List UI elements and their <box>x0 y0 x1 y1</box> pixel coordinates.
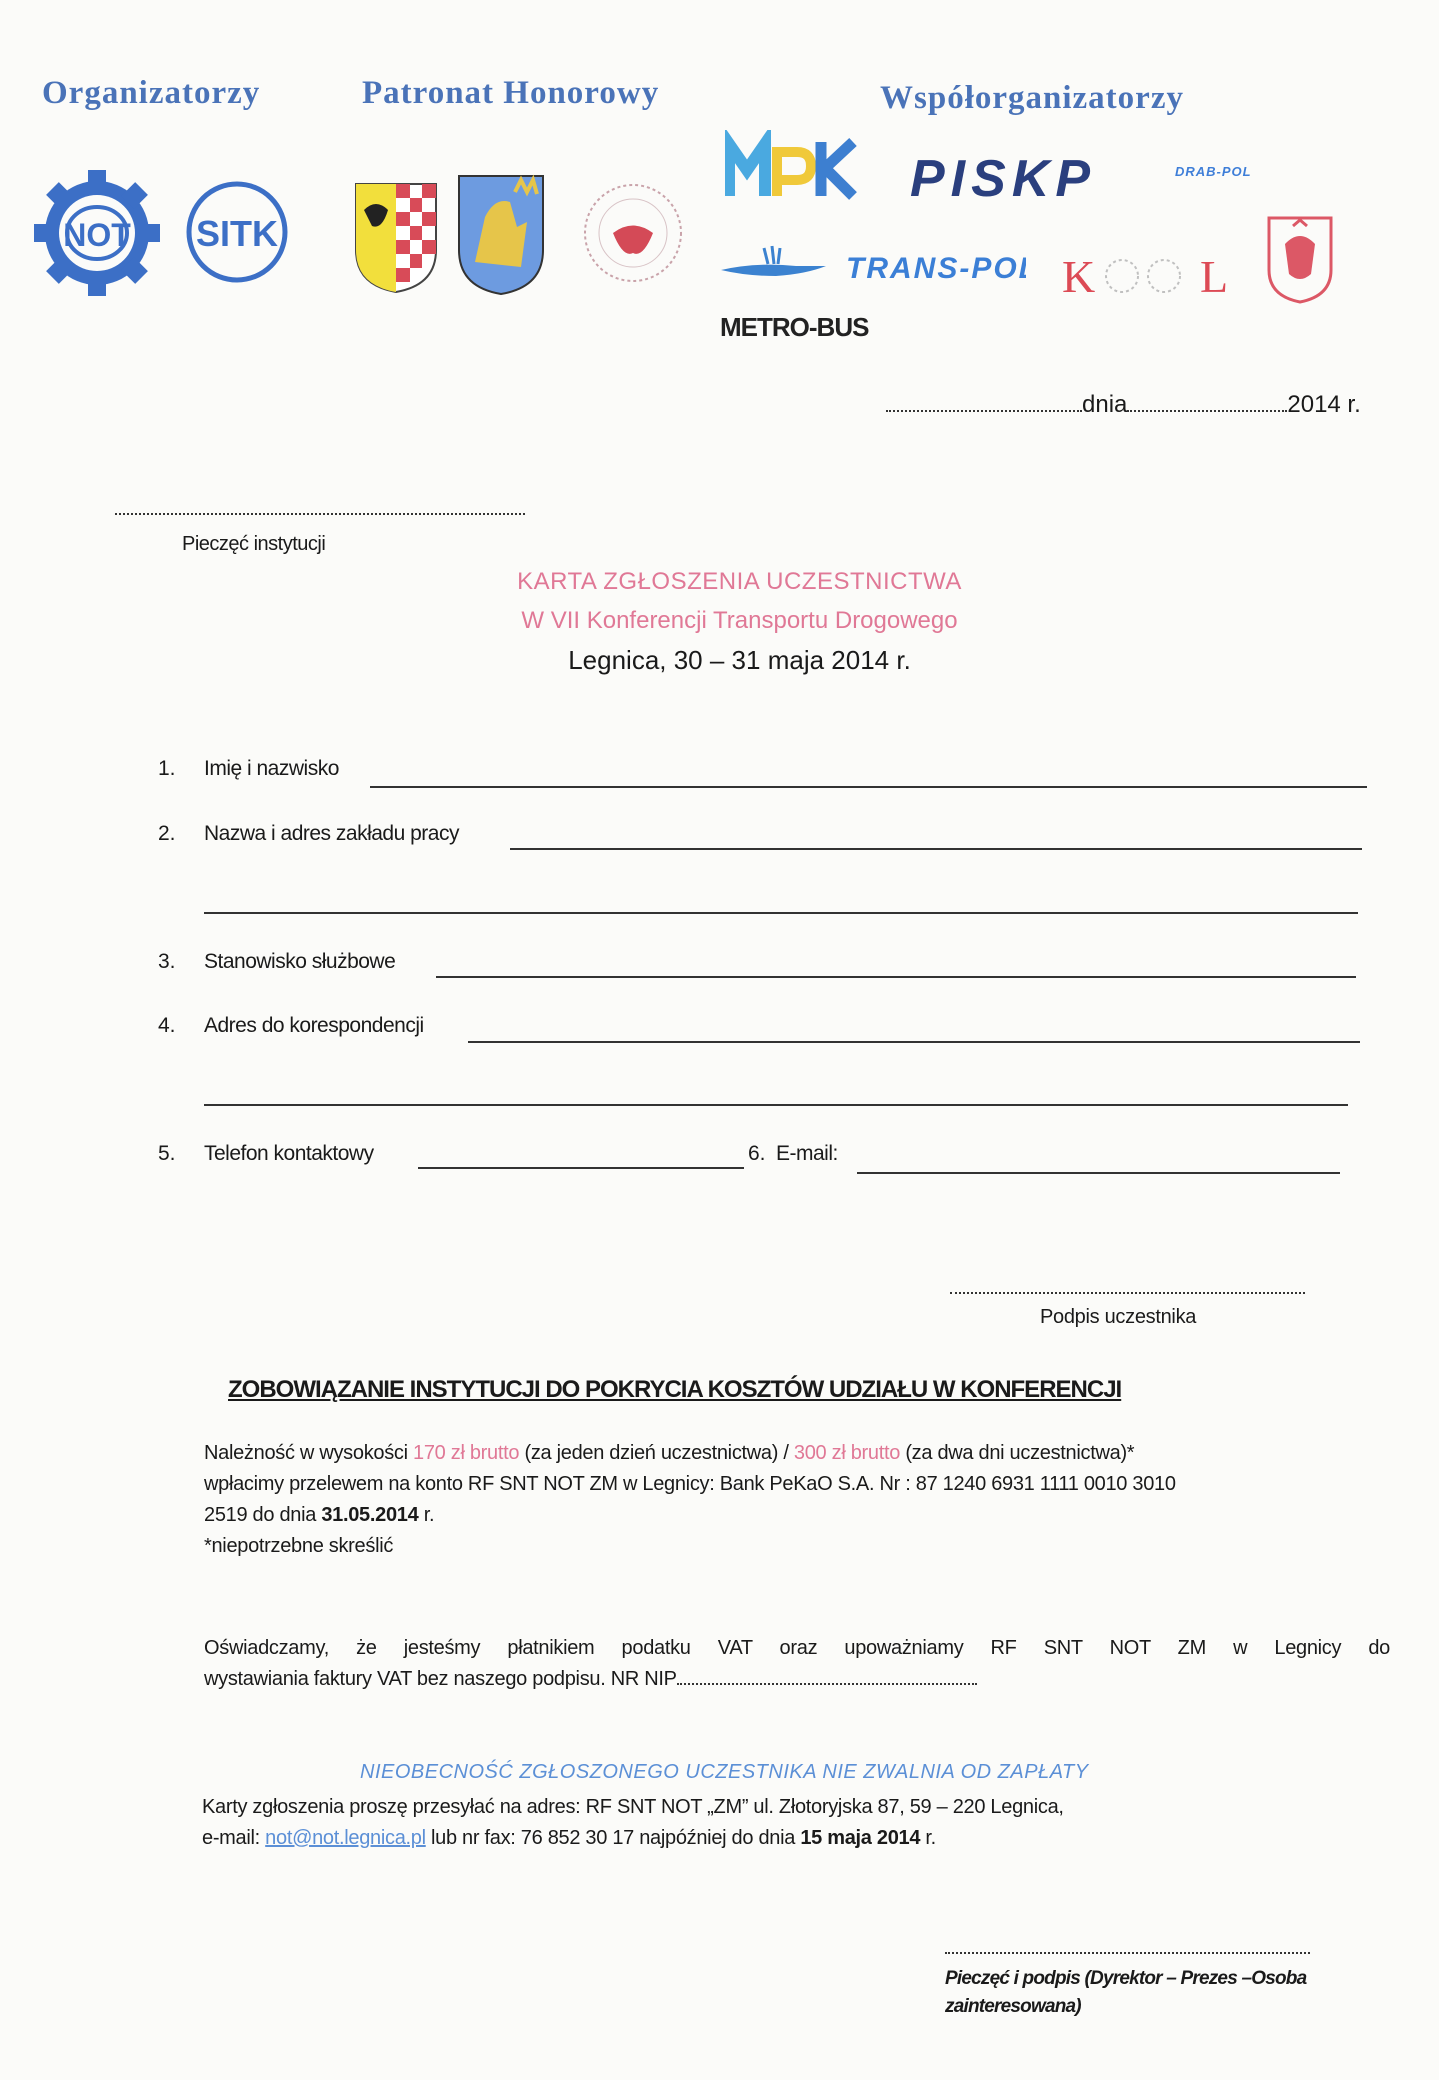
payment-text: (za jeden dzień uczestnictwa) / <box>519 1442 794 1464</box>
field-number: 4. <box>158 1014 176 1037</box>
svg-text:SITK: SITK <box>195 213 279 254</box>
price-one-day: 170 zł brutto <box>413 1442 520 1464</box>
lower-silesia-coat-of-arms-icon <box>352 180 440 295</box>
svg-text:L: L <box>1200 251 1229 300</box>
date-dnia-label: dnia <box>1082 391 1128 418</box>
name-label: Imię i nazwisko <box>204 757 339 780</box>
contact-email-link[interactable]: not@not.legnica.pl <box>265 1827 426 1849</box>
nip-field[interactable] <box>677 1683 977 1685</box>
payment-paragraph <box>204 1438 1404 1562</box>
form-title: KARTA ZGŁOSZENIA UCZESTNICTWA <box>517 568 962 595</box>
svg-text:TRANS-POL: TRANS-POL <box>846 252 1026 285</box>
workplace-field-line2[interactable] <box>204 912 1358 914</box>
svg-text:NOT: NOT <box>63 217 131 253</box>
phone-label: Telefon kontaktowy <box>204 1142 374 1165</box>
coorganizers-heading: Współorganizatorzy <box>880 80 1184 116</box>
email-label: E-mail: <box>776 1142 838 1165</box>
field-number: 3. <box>158 950 176 973</box>
field-number: 6. <box>748 1142 766 1165</box>
bank-account-text: wpłacimy przelewem na konto RF SNT NOT ZM w Legnicy: Bank PeKaO S.A. Nr : 87 1240 6931 1111 0010 3010 <box>204 1473 1176 1495</box>
patronage-heading: Patronat Honorowy <box>362 75 660 111</box>
pkp-logo <box>905 152 1125 204</box>
send-instructions <box>202 1792 1402 1854</box>
field-number: 5. <box>158 1142 176 1165</box>
legnica-coat-of-arms-icon <box>455 172 547 297</box>
not-logo <box>32 168 162 298</box>
stamp-dotted-line <box>115 513 525 515</box>
commitment-heading: ZOBOWIĄZANIE INSTYTUCJI DO POKRYCIA KOSZTÓW UDZIAŁU W KONFERENCJI <box>228 1376 1122 1403</box>
absence-notice: NIEOBECNOŚĆ ZGŁOSZONEGO UCZESTNIKA NIE ZWALNIA OD ZAPŁATY <box>360 1761 1089 1783</box>
payment-text: r. <box>418 1504 435 1526</box>
eagle-crest-icon <box>1265 214 1335 306</box>
field-number: 1. <box>158 757 176 780</box>
svg-text:K: K <box>1062 251 1096 300</box>
svg-text:PISKP: PISKP <box>910 152 1097 204</box>
address-field[interactable] <box>468 1041 1360 1043</box>
kool-logo <box>1060 250 1240 300</box>
address-field-line2[interactable] <box>204 1104 1348 1106</box>
send-deadline: 15 maja 2014 <box>800 1827 921 1849</box>
payment-text: (za dwa dni uczestnictwa)* <box>900 1442 1135 1464</box>
participant-signature-label: Podpis uczestnika <box>1040 1306 1197 1328</box>
metro-bus-logo: METRO-BUS <box>720 312 869 342</box>
payment-text: 2519 do dnia <box>204 1504 322 1526</box>
position-label: Stanowisko służbowe <box>204 950 396 973</box>
workplace-label: Nazwa i adres zakładu pracy <box>204 822 459 845</box>
institution-signature-line <box>945 1952 1310 1954</box>
institution-signature-label <box>945 1965 1306 2021</box>
phone-field[interactable] <box>418 1167 744 1169</box>
vat-text: Oświadczamy, że jesteśmy płatnikiem podatku VAT oraz upoważniamy RF SNT NOT ZM w Legnicy do <box>204 1637 1390 1659</box>
signature-caption: Pieczęć i podpis (Dyrektor – Prezes –Osoba <box>945 1968 1307 1989</box>
trans-pol-logo <box>716 238 1026 288</box>
fax-text: r. <box>920 1827 936 1849</box>
sitk-logo <box>185 180 290 285</box>
drab-pol-logo: DRAB-POL <box>1175 164 1252 179</box>
date-line <box>886 391 1361 419</box>
vat-paragraph <box>204 1633 1390 1695</box>
payment-text: Należność w wysokości <box>204 1442 414 1464</box>
name-field[interactable] <box>370 786 1367 788</box>
email-field[interactable] <box>857 1172 1340 1174</box>
date-year: 2014 r. <box>1287 391 1361 418</box>
fax-text: lub nr fax: 76 852 30 17 najpóźniej do dnia <box>425 1827 801 1849</box>
participant-signature-line <box>950 1292 1305 1294</box>
workplace-field[interactable] <box>510 848 1362 850</box>
field-number: 2. <box>158 822 176 845</box>
conference-name: W VII Konferencji Transportu Drogowego <box>521 607 958 634</box>
address-label: Adres do korespondencji <box>204 1014 424 1037</box>
email-prefix: e-mail: <box>202 1827 266 1849</box>
stamp-label: Pieczęć instytucji <box>182 533 326 555</box>
position-field[interactable] <box>436 976 1356 978</box>
organizers-heading: Organizatorzy <box>42 75 261 111</box>
payment-deadline: 31.05.2014 <box>321 1504 419 1526</box>
mpk-logo <box>725 130 860 210</box>
send-address-text: Karty zgłoszenia proszę przesyłać na adres: RF SNT NOT „ZM” ul. Złotoryjska 87, 59 – 220 Legnica, <box>202 1796 1064 1818</box>
vat-text: wystawiania faktury VAT bez naszego podpisu. NR NIP <box>204 1668 677 1690</box>
signature-caption: zainteresowana) <box>945 1996 1081 2017</box>
conference-place-date: Legnica, 30 – 31 maja 2014 r. <box>568 645 911 675</box>
strike-note: *niepotrzebne skreślić <box>204 1535 394 1557</box>
round-seal-logo-icon <box>578 178 688 288</box>
price-two-days: 300 zł brutto <box>793 1442 901 1464</box>
